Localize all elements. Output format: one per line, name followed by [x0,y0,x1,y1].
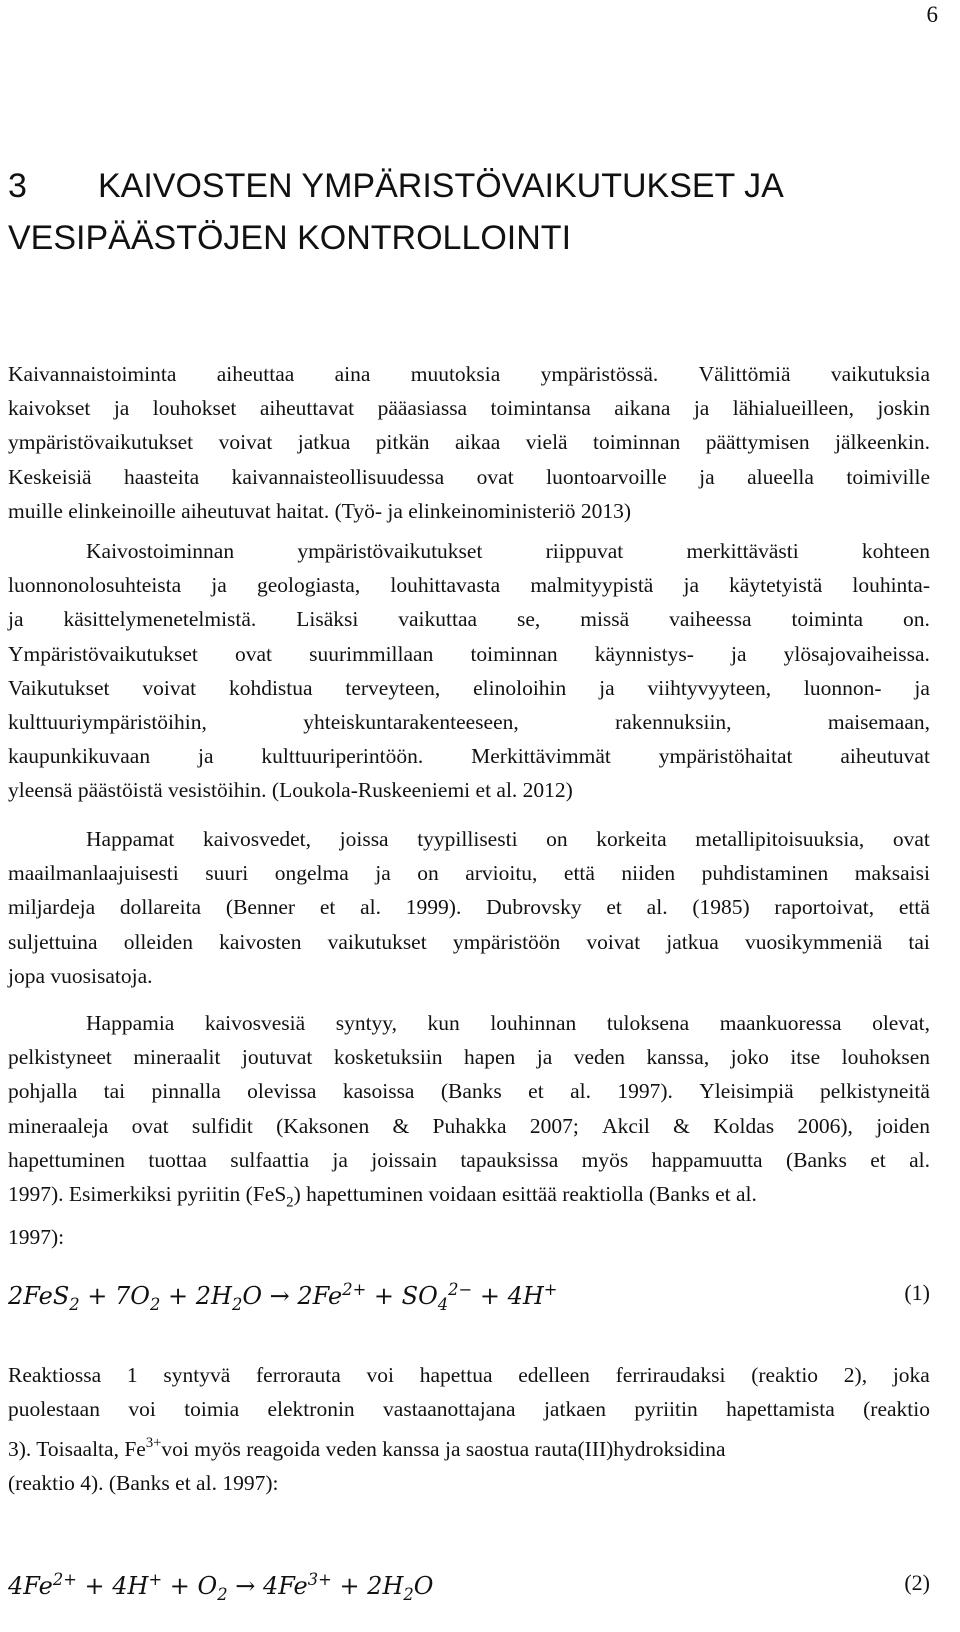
text-line: muille elinkeinoille aiheutuvat haitat. (Työ- ja elinkeinoministeriö 2013) [8,498,632,523]
text-line: pelkistyneet mineraalit joutuvat kosketuksiin hapen ja veden kanssa, joko itse louhoksen [8,1045,930,1070]
text-line: Reaktiossa 1 syntyvä ferrorauta voi hapettua edelleen ferriraudaksi (reaktio 2), joka [8,1363,930,1387]
paragraph-4 [8,1006,930,1254]
equation-2 [8,1570,930,1604]
text-line: yleensä päästöistä vesistöihin. (Loukola-Ruskeeniemi et al. 2012) [8,778,573,803]
text-line: ympäristövaikutukset voivat jatkua pitkän aikaa vielä toiminnan päättymisen jälkeenkin. [8,430,930,455]
text-line: suljettuina olleiden kaivosten vaikutukset ympäristöön voivat jatkua vuosikymmeniä tai [8,929,930,954]
text-line: kaupunkikuvaan ja kulttuuriperintöön. Merkittävimmät ympäristöhaitat aiheutuvat [8,744,930,769]
text-line: jopa vuosisatoja. [8,963,153,988]
text-line: pohjalla tai pinnalla olevissa kasoissa (Banks et al. 1997). Yleisimpiä pelkistyneitä [8,1079,930,1104]
text-line: Happamia kaivosvesiä syntyy, kun louhinnan tuloksena maankuoressa olevat, [86,1011,930,1035]
text-line: mineraaleja ovat sulfidit (Kaksonen & Puhakka 2007; Akcil & Koldas 2006), joiden [8,1113,930,1138]
section-heading [8,160,938,264]
text-line: maailmanlaajuisesti suuri ongelma ja on arvioitu, että niiden puhdistaminen maksaisi [8,861,930,886]
page-number: 6 [926,2,938,27]
text-fragment: ) hapettuminen voidaan esittää reaktiolla (Banks et al. [293,1182,757,1207]
equation-1-number: (1) [904,1280,930,1305]
text-line: 1997): [8,1224,65,1249]
text-line: Keskeisiä haasteita kaivannaisteollisuudessa ovat luontoarvoille ja alueella toimiville [8,464,930,489]
heading-line-2: VESIPÄÄSTÖJEN KONTROLLOINTI [8,219,572,257]
subscript: 2 [286,1194,294,1211]
heading-line-1 [8,160,938,212]
equation-1 [8,1280,930,1314]
text-line: (reaktio 4). (Banks et al. 1997): [8,1470,279,1495]
heading-text-1: KAIVOSTEN YMPÄRISTÖVAIKUTUKSET JA [98,167,784,205]
paragraph-5 [8,1358,930,1500]
text-fragment: voi myös reagoida veden kanssa ja saostua rauta(III)hydroksidina [161,1436,726,1461]
equation-1-formula: $2FeS_2 + 7O_2 + 2H_2O \to 2Fe^{2+} + SO_4^{2-} + 4H^+$ [8,1280,558,1314]
text-line: luonnonolosuhteista ja geologiasta, louhittavasta malmityypistä ja käytetyistä louhinta- [8,573,930,598]
text-line [8,1426,930,1465]
text-line: kulttuuriympäristöihin, yhteiskuntarakenteeseen, rakennuksiin, maisemaan, [8,710,930,735]
text-line: Ympäristövaikutukset ovat suurimmillaan toiminnan käynnistys- ja ylösajovaiheissa. [8,641,930,666]
text-line: Vaikutukset voivat kohdistua terveyteen, elinoloihin ja viihtyvyyteen, luonnon- ja [8,675,930,700]
paragraph-2 [8,534,930,808]
text-line: hapettuminen tuottaa sulfaattia ja joissain tapauksissa myös happamuutta (Banks et al. [8,1147,930,1172]
text-line: puolestaan voi toimia elektronin vastaanottajana jatkaen pyriitin hapettamista (reaktio [8,1397,930,1422]
text-line [8,1177,930,1220]
text-line: Happamat kaivosvedet, joissa tyypillisesti on korkeita metallipitoisuuksia, ovat [86,827,930,851]
heading-number: 3 [8,167,27,205]
paragraph-3 [8,822,930,993]
text-line: ja käsittelymenetelmistä. Lisäksi vaikuttaa se, missä vaiheessa toiminta on. [8,607,930,632]
equation-2-number: (2) [904,1570,930,1595]
text-line: Kaivostoiminnan ympäristövaikutukset riippuvat merkittävästi kohteen [86,539,930,563]
superscript: 3+ [145,1435,162,1452]
paragraph-1 [8,357,930,528]
text-fragment: 3). Toisaalta, Fe [8,1436,146,1461]
equation-2-formula: $4Fe^{2+} + 4H^+ + O_2 \to 4Fe^{3+} + 2H_2O$ [8,1570,434,1604]
text-line: kaivokset ja louhokset aiheuttavat pääasiassa toimintansa aikana ja lähialueilleen, joskin [8,396,930,421]
text-line: miljardeja dollareita (Benner et al. 1999). Dubrovsky et al. (1985) raportoivat, että [8,895,930,920]
text-line: Kaivannaistoiminta aiheuttaa aina muutoksia ympäristössä. Välittömiä vaikutuksia [8,362,930,386]
text-fragment: 1997). Esimerkiksi pyriitin (FeS [8,1182,287,1207]
